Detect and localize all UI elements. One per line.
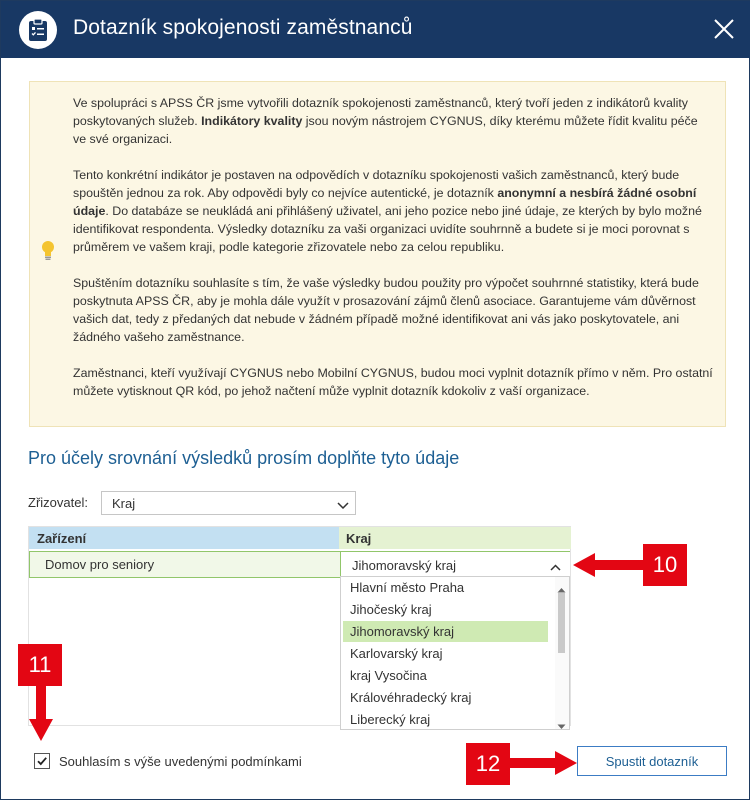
facility-name: Domov pro seniory (45, 557, 155, 572)
window-title: Dotazník spokojenosti zaměstnanců (73, 16, 413, 39)
consent-checkbox[interactable] (34, 753, 50, 769)
scroll-thumb[interactable] (558, 593, 565, 653)
clipboard-checklist-icon (19, 11, 57, 49)
zrizovatel-select[interactable] (101, 491, 356, 515)
info-box (29, 81, 726, 427)
close-icon[interactable] (709, 14, 739, 44)
annotation-badge-12: 12 (466, 743, 510, 785)
scroll-down-icon[interactable] (557, 717, 566, 730)
annotation-arrow-down-icon (28, 685, 54, 741)
column-header-kraj[interactable]: Kraj (339, 527, 571, 549)
info-paragraph-3: Spuštěním dotazníku souhlasíte s tím, že vaše výsledky budou použity pro výpočet souhrnné statistiky, která bude poskytnuta APSS ČR, aby je mohla dále využít v prosazování zájmů členů asociace. Garantujeme vám důvěrnost vašich dat, tedy z předaných dat nebude v žádném případě možné identifikovat ani vás jako poskytovatele, ani žádného vašeho zaměstnance. (73, 276, 699, 344)
title-bar (1, 1, 750, 58)
info-paragraph-4: Zaměstnanci, kteří využívají CYGNUS nebo Mobilní CYGNUS, budou moci vyplnit dotazník přímo v něm. Pro ostatní můžete vytisknout QR kód, po jehož načtení může vyplnit dotazník kdokoliv z vaší organizace. (73, 366, 713, 398)
chevron-down-icon (337, 498, 349, 513)
zrizovatel-label: Zřizovatel: (28, 495, 88, 510)
annotation-badge-10: 10 (643, 544, 687, 586)
dropdown-option[interactable]: Liberecký kraj (350, 712, 431, 727)
start-survey-button[interactable]: Spustit dotazník (577, 746, 727, 776)
lightbulb-icon (41, 240, 55, 267)
dropdown-option[interactable]: Jihočeský kraj (350, 602, 432, 617)
checkmark-icon (36, 755, 48, 767)
consent-label[interactable]: Souhlasím s výše uvedenými podmínkami (59, 754, 302, 769)
dropdown-option[interactable]: Královéhradecký kraj (350, 690, 472, 705)
dropdown-option[interactable]: Hlavní město Praha (350, 580, 465, 595)
info-paragraph-1: Ve spolupráci s APSS ČR jsme vytvořili dotazník spokojenosti zaměstnanců, který tvoří jeden z indikátorů kvality poskytovaných služeb. Indikátory kvality jsou novým nástrojem CYGNUS, díky kterému můžete řídit kvalitu péče ve své organizaci. (73, 96, 698, 146)
info-paragraph-2: Tento konkrétní indikátor je postaven na odpovědích v dotazníku spokojenosti vašich zaměstnanců, který bude spouštěn jednou za rok. Aby odpovědi byly co nejvíce autentické, je dotazník anonymní a nesbírá žádné osobní údaje. Do databáze se neukládá ani přihlášený uživatel, ani jeho pozice nebo jiné údaje, ze kterých by bylo možné identifikovat respondenta. Výsledky dotazníku za vaši organizaci uvidíte souhrnně a budete si je moci porovnat s průměrem ve vašem kraji, podle kategorie zřizovatele nebo za celou republiku. (73, 168, 702, 254)
kraj-value: Jihomoravský kraj (352, 558, 457, 573)
dropdown-option[interactable]: kraj Vysočina (350, 668, 427, 683)
dropdown-option-selected[interactable]: Jihomoravský kraj (343, 621, 548, 642)
dropdown-option[interactable]: Karlovarský kraj (350, 646, 443, 661)
annotation-arrow-left-icon (573, 552, 645, 578)
section-title: Pro účely srovnání výsledků prosím doplňte tyto údaje (28, 448, 460, 468)
chevron-up-icon (550, 560, 561, 575)
kraj-dropdown-list (340, 576, 570, 730)
column-header-zarizeni[interactable]: Zařízení (29, 527, 339, 549)
table-row[interactable] (29, 551, 570, 578)
zrizovatel-value: Kraj (112, 496, 136, 511)
annotation-badge-11: 11 (18, 644, 62, 686)
info-text (73, 94, 713, 418)
annotation-arrow-right-icon (509, 750, 577, 776)
dropdown-scrollbar[interactable] (555, 577, 569, 729)
kraj-select[interactable] (340, 552, 570, 577)
